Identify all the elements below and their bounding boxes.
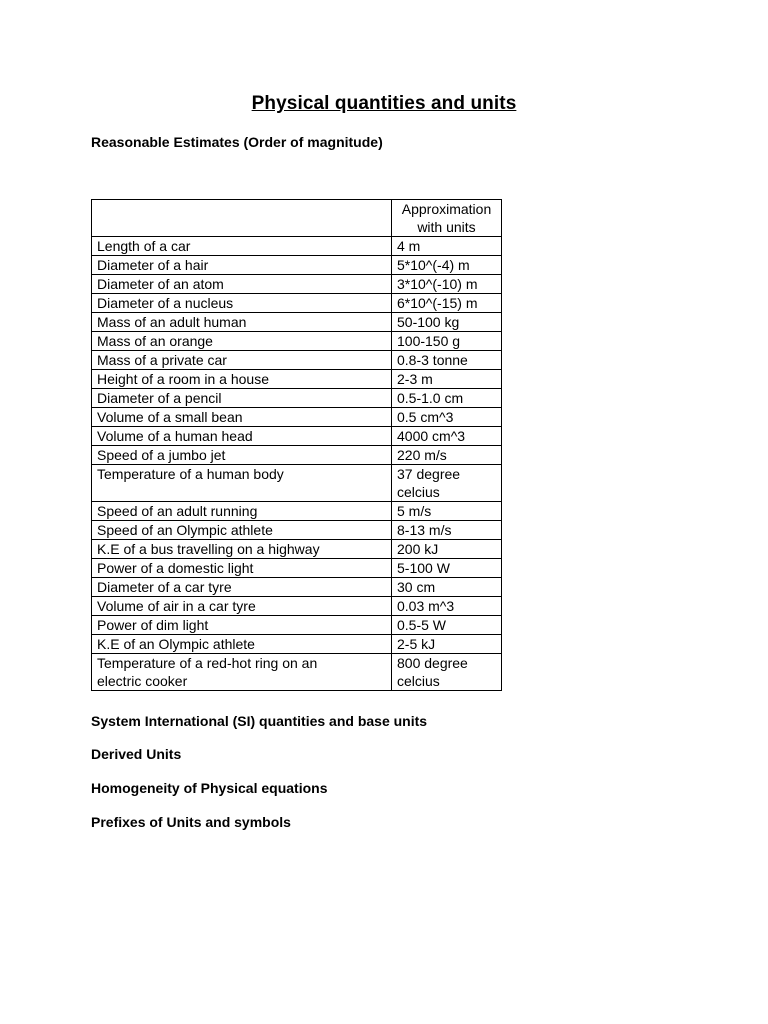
value-line2: celcius	[397, 673, 440, 689]
table-row	[92, 332, 502, 351]
value-cell	[392, 654, 502, 691]
table-row	[92, 597, 502, 616]
header-approximation-line1: Approximation	[401, 201, 492, 217]
table-row	[92, 465, 502, 502]
quantity-cell: Volume of a small bean	[92, 408, 392, 427]
value-cell: 5*10^(-4) m	[392, 256, 502, 275]
quantity-cell: Power of dim light	[92, 616, 392, 635]
header-approximation-line2: with units	[417, 219, 476, 235]
table-header-row	[92, 200, 502, 237]
value-cell: 30 cm	[392, 578, 502, 597]
quantity-cell: Power of a domestic light	[92, 559, 392, 578]
estimates-table	[91, 199, 502, 691]
section-heading-homogeneity: Homogeneity of Physical equations	[91, 780, 328, 796]
value-cell: 2-5 kJ	[392, 635, 502, 654]
table-row	[92, 370, 502, 389]
value-cell: 4 m	[392, 237, 502, 256]
section-heading-prefixes: Prefixes of Units and symbols	[91, 814, 291, 830]
quantity-cell: Mass of a private car	[92, 351, 392, 370]
value-cell: 6*10^(-15) m	[392, 294, 502, 313]
value-cell: 5-100 W	[392, 559, 502, 578]
value-line2: celcius	[397, 484, 440, 500]
value-line1: 37 degree	[397, 466, 461, 482]
table-row	[92, 635, 502, 654]
quantity-cell: Mass of an orange	[92, 332, 392, 351]
table-row	[92, 294, 502, 313]
table-row	[92, 502, 502, 521]
quantity-line1: Temperature of a red-hot ring on an	[97, 655, 318, 671]
table-row	[92, 389, 502, 408]
value-cell: 2-3 m	[392, 370, 502, 389]
quantity-cell: Length of a car	[92, 237, 392, 256]
value-cell: 200 kJ	[392, 540, 502, 559]
table-row	[92, 559, 502, 578]
quantity-cell: Speed of a jumbo jet	[92, 446, 392, 465]
value-cell	[392, 465, 502, 502]
quantity-cell: Diameter of a nucleus	[92, 294, 392, 313]
table-row	[92, 408, 502, 427]
table-row	[92, 521, 502, 540]
table-row	[92, 446, 502, 465]
section-heading-si-units: System International (SI) quantities and base units	[91, 713, 428, 729]
quantity-cell: Volume of a human head	[92, 427, 392, 446]
value-cell: 220 m/s	[392, 446, 502, 465]
quantity-cell: Mass of an adult human	[92, 313, 392, 332]
quantity-cell: Speed of an Olympic athlete	[92, 521, 392, 540]
value-cell: 3*10^(-10) m	[392, 275, 502, 294]
section-heading-derived-units: Derived Units	[91, 746, 182, 762]
header-quantity-cell	[92, 200, 392, 237]
table-row	[92, 616, 502, 635]
value-cell: 0.03 m^3	[392, 597, 502, 616]
table-row	[92, 427, 502, 446]
value-cell: 5 m/s	[392, 502, 502, 521]
table-row	[92, 351, 502, 370]
quantity-cell	[92, 654, 392, 691]
table-row	[92, 275, 502, 294]
subtitle-heading: Reasonable Estimates (Order of magnitude)	[91, 134, 383, 150]
value-cell: 0.5 cm^3	[392, 408, 502, 427]
quantity-cell: Speed of an adult running	[92, 502, 392, 521]
value-cell: 100-150 g	[392, 332, 502, 351]
quantity-cell: Diameter of a car tyre	[92, 578, 392, 597]
table-row	[92, 578, 502, 597]
value-cell: 4000 cm^3	[392, 427, 502, 446]
quantity-cell: Diameter of a pencil	[92, 389, 392, 408]
quantity-cell: Height of a room in a house	[92, 370, 392, 389]
table-row	[92, 256, 502, 275]
table-row	[92, 540, 502, 559]
quantity-cell: Diameter of an atom	[92, 275, 392, 294]
quantity-cell: Diameter of a hair	[92, 256, 392, 275]
header-approximation-cell	[392, 200, 502, 237]
quantity-cell: K.E of an Olympic athlete	[92, 635, 392, 654]
quantity-cell: Volume of air in a car tyre	[92, 597, 392, 616]
quantity-cell: K.E of a bus travelling on a highway	[92, 540, 392, 559]
table-row	[92, 237, 502, 256]
value-cell: 50-100 kg	[392, 313, 502, 332]
quantity-cell: Temperature of a human body	[92, 465, 392, 502]
value-cell: 0.5-1.0 cm	[392, 389, 502, 408]
value-cell: 0.5-5 W	[392, 616, 502, 635]
value-line1: 800 degree	[397, 655, 468, 671]
table-row	[92, 654, 502, 691]
quantity-line2: electric cooker	[97, 673, 188, 689]
value-cell: 8-13 m/s	[392, 521, 502, 540]
value-cell: 0.8-3 tonne	[392, 351, 502, 370]
table-row	[92, 313, 502, 332]
page-title: Physical quantities and units	[251, 93, 517, 114]
